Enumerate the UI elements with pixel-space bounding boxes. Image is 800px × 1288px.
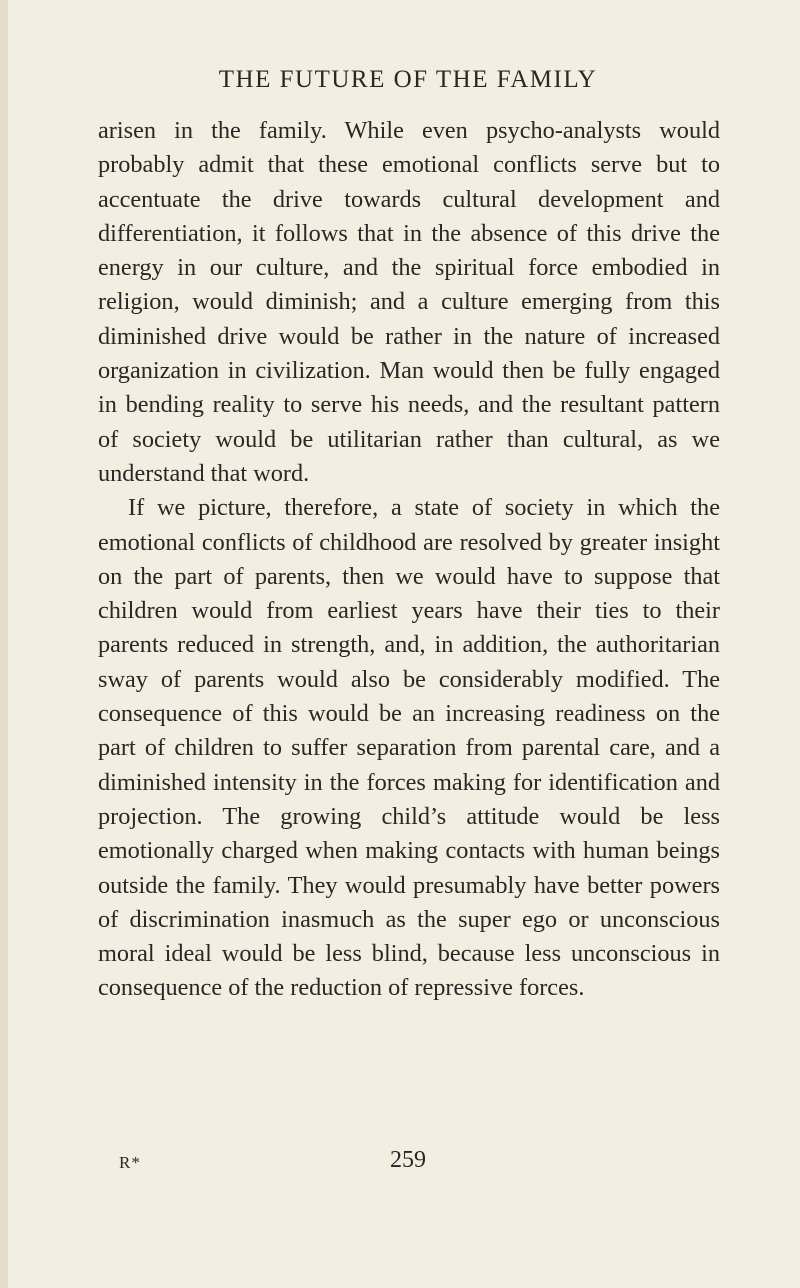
body-text — [98, 114, 720, 1006]
paragraph-2: If we picture, therefore, a state of society in which the emotional conflicts of childhood are resolved by greater insight on the part of parents, then we would have to suppose that children would from earliest years have their ties to their parents reduced in strength, and, in addition, the authoritarian sway of parents would also be considerably modified. The consequence of this would be an increasing readiness on the part of children to suffer separation from parental care, and a diminished intensity in the forces making for identification and projection. The growing child’s attitude would be less emotionally charged when making contacts with human beings outside the family. They would presumably have better powers of discrimination inasmuch as the super ego or unconscious moral ideal would be less blind, because less unconscious in consequence of the reduction of repressive forces. — [98, 494, 720, 1002]
running-head: THE FUTURE OF THE FAMILY — [218, 66, 598, 93]
paragraph-1: arisen in the family. While even psycho-analysts would probably admit that these emotional conflicts serve but to accentuate the drive towards cultural development and differentiation, it follows that in the absence of this drive the energy in our culture, and the spiritual force embodied in religion, would diminish; and a culture emerging from this diminished drive would be rather in the nature of increased organization in civilization. Man would then be fully engaged in bending reality to serve his needs, and the resultant pattern of society would be utilitarian rather than cultural, as we understand that word. — [98, 117, 720, 487]
signature-mark: R* — [119, 1153, 141, 1172]
page-number: 259 — [390, 1147, 426, 1173]
page-footer — [8, 1147, 800, 1187]
